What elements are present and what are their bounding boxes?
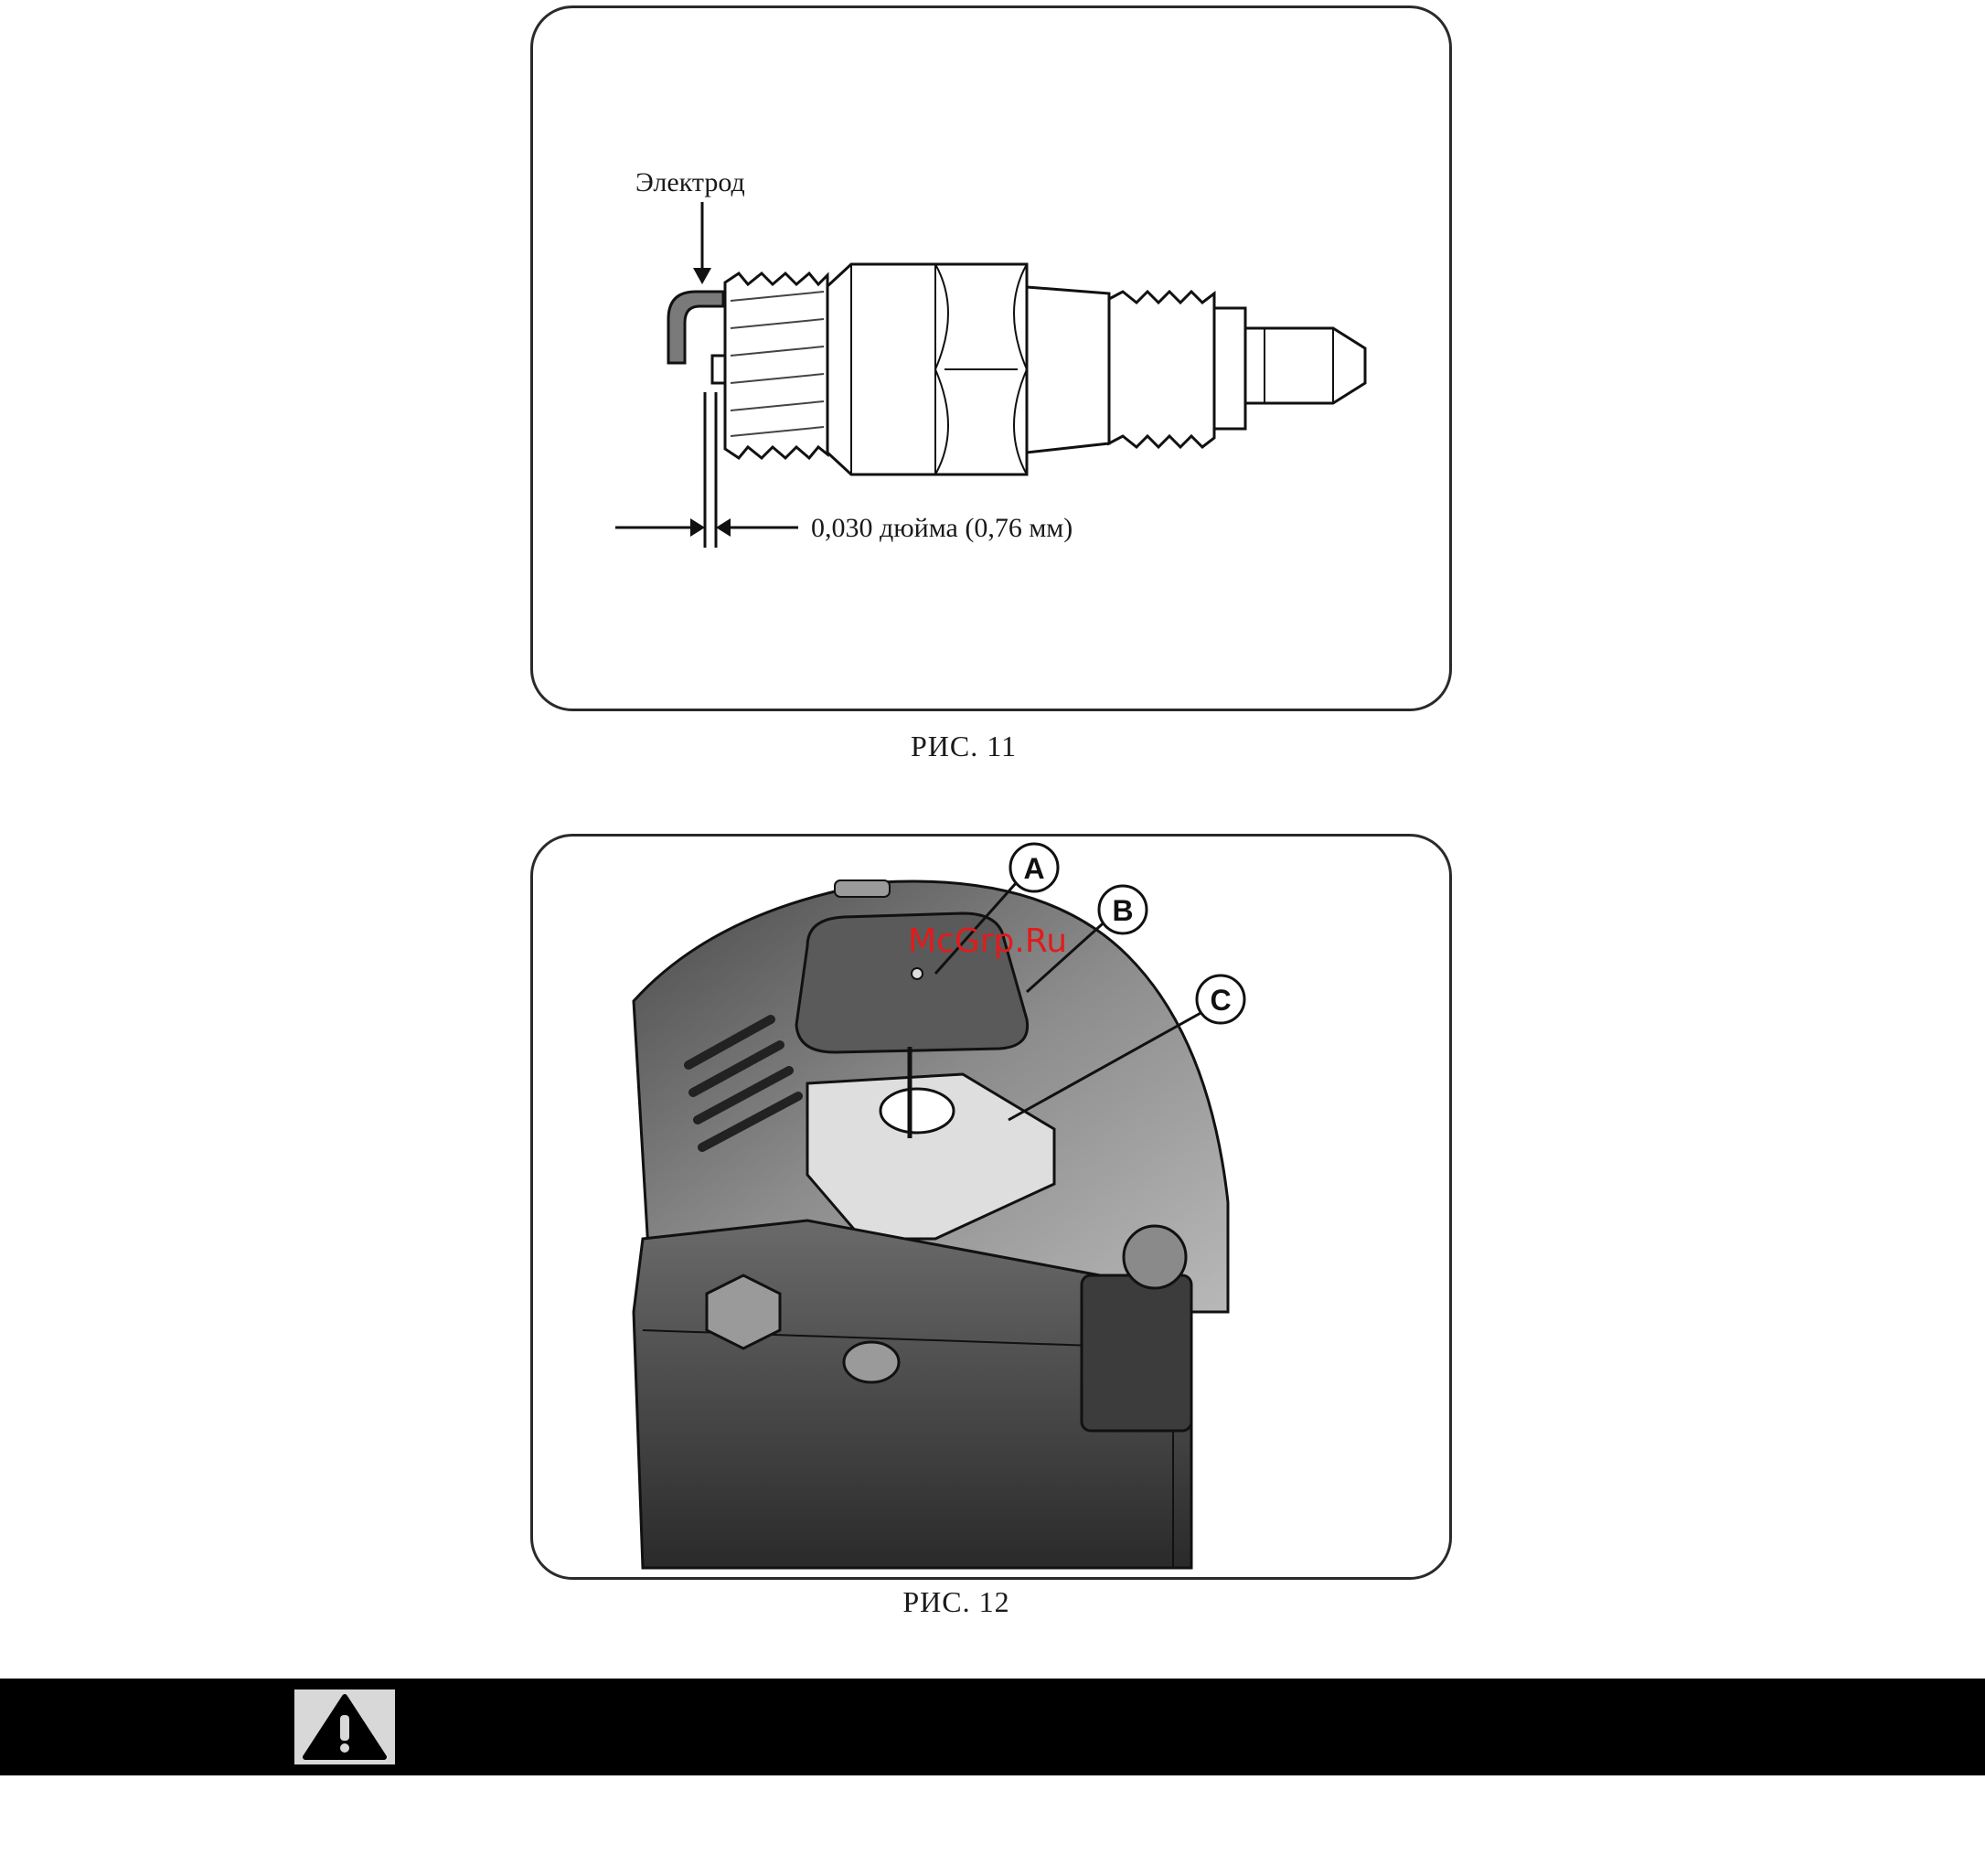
callout-c: [1197, 975, 1244, 1023]
spark-plug-illustration: [533, 8, 1452, 711]
svg-text:B: B: [1112, 894, 1134, 927]
plug-hex-body: [827, 264, 1027, 474]
svg-text:A: A: [1023, 852, 1045, 885]
warning-triangle-icon: [294, 1689, 395, 1764]
plug-terminal: [1245, 328, 1365, 403]
figure-11-frame: [530, 5, 1452, 711]
figure-12-caption: РИС. 12: [902, 1585, 1010, 1618]
electrode-label: Электрод: [635, 167, 745, 197]
svg-text:C: C: [1210, 984, 1232, 1017]
engine-illustration: [533, 837, 1452, 1580]
plug-insulator: [1109, 292, 1214, 447]
watermark: McGrp.Ru: [908, 922, 1068, 960]
figure-12-frame: [530, 834, 1452, 1580]
figure-11-caption: РИС. 11: [910, 730, 1018, 762]
warning-band: [0, 1679, 1985, 1775]
plug-threads: [725, 273, 827, 458]
callout-b: [1099, 886, 1147, 933]
gap-measurement-label: 0,030 дюйма (0,76 мм): [811, 513, 1073, 543]
callout-a: [1010, 844, 1058, 891]
ground-electrode: [668, 292, 723, 363]
